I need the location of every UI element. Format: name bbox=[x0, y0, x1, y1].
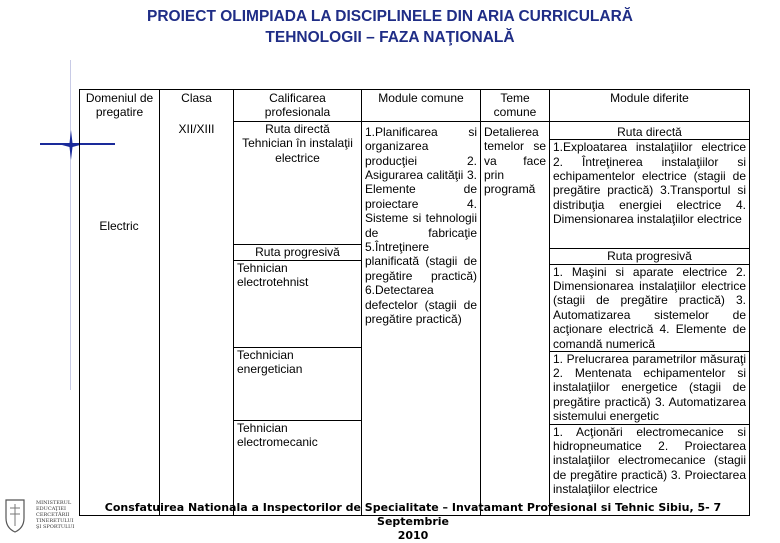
footer-line-1: Consfatuirea Nationala a Inspectorilor de Specialitate – Invatamant Profesional si Tehnic Sibiu, 5- 7 Septembrie bbox=[104, 501, 722, 528]
header-calificarea: Calificarea profesionala bbox=[234, 90, 362, 122]
calificare-electrotehnist: Tehnician electrotehnist bbox=[234, 260, 361, 347]
md-electrotehnist: 1. Maşini si aparate electrice 2. Dimensionarea instalaţiilor electrice (stagii de pregătire practică) 3. Automatizarea sistemelor de acţionare electrică 4. Elemente de comandă numerică bbox=[550, 264, 749, 351]
header-teme-comune: Teme comune bbox=[481, 90, 550, 122]
table-row bbox=[80, 121, 750, 515]
footer-line-2: 2010 bbox=[397, 529, 429, 542]
page-title bbox=[60, 6, 720, 48]
md-ruta-directa-label: Ruta directă bbox=[617, 124, 682, 139]
cell-module-comune: 1.Planificarea si organizarea producţiei 2. Asigurarea calităţii 3. Elemente de proiectare 4. Sisteme si tehnologii de fabricaţie 5.Întreţinere planificată (stagii de pregătire practică) 6.Detectarea defectelor (stagii de pregătire practică) bbox=[362, 121, 481, 515]
md-ruta-progresiva-label: Ruta progresivă bbox=[550, 248, 749, 263]
cell-clasa: XII/XIII bbox=[160, 121, 234, 515]
title-line-1: PROIECT OLIMPIADA LA DISCIPLINELE DIN ARIA CURRICULARĂ bbox=[147, 8, 633, 25]
cell-calificari bbox=[234, 121, 362, 515]
title-line-2: TEHNOLOGII – FAZA NAŢIONALĂ bbox=[265, 29, 515, 46]
crest-icon bbox=[4, 496, 26, 534]
ruta-progresiva-label: Ruta progresivă bbox=[234, 244, 361, 259]
ministry-logo bbox=[2, 494, 80, 540]
header-clasa: Clasa bbox=[160, 90, 234, 122]
cell-module-diferite bbox=[550, 121, 750, 515]
ruta-directa-label: Ruta directă bbox=[265, 121, 330, 136]
table-header-row bbox=[80, 90, 750, 122]
cell-teme-comune: Detalierea temelor se va face prin programă bbox=[481, 121, 550, 515]
footer bbox=[78, 501, 748, 543]
md-electromecanic: 1. Acţionări electromecanice si hidropneumatice 2. Proiectarea instalaţiilor electromecanice (stagii de pregătire practică) 3. Proiectarea instalaţiilor electrice bbox=[550, 424, 749, 515]
calificare-energetician: Technician energetician bbox=[234, 347, 361, 420]
md-energetician: 1. Prelucrarea parametrilor măsuraţi 2. Mentenata echipamentelor si instalaţiilor energetice (stagii de pregătire practică) 3. Automatizarea sistemului energetic bbox=[550, 351, 749, 424]
calificare-directa: Tehnician în instalaţii electrice bbox=[242, 136, 353, 165]
sparkle-icon bbox=[62, 130, 80, 160]
header-module-diferite: Module diferite bbox=[550, 90, 750, 122]
header-domeniul: Domeniul de pregatire bbox=[80, 90, 160, 516]
curriculum-table bbox=[79, 89, 750, 516]
md-directa: 1.Exploatarea instalaţiilor electrice 2. Întreţinerea instalaţiilor si echipamentelor electrice (stagii de pregătire practică) 3.Transportul si distribuţia energiei electrice 4. Dimensionarea instalaţiilor electrice bbox=[550, 139, 749, 248]
header-module-comune: Module comune bbox=[362, 90, 481, 122]
domain-label-electric: Electric bbox=[99, 219, 139, 233]
calificare-electromecanic: Tehnician electromecanic bbox=[234, 420, 361, 511]
logo-text: MINISTERUL EDUCAŢIEI CERCETĂRII TINERETULUI ŞI SPORTULUI bbox=[36, 500, 75, 530]
decorative-vertical-line bbox=[70, 60, 71, 390]
